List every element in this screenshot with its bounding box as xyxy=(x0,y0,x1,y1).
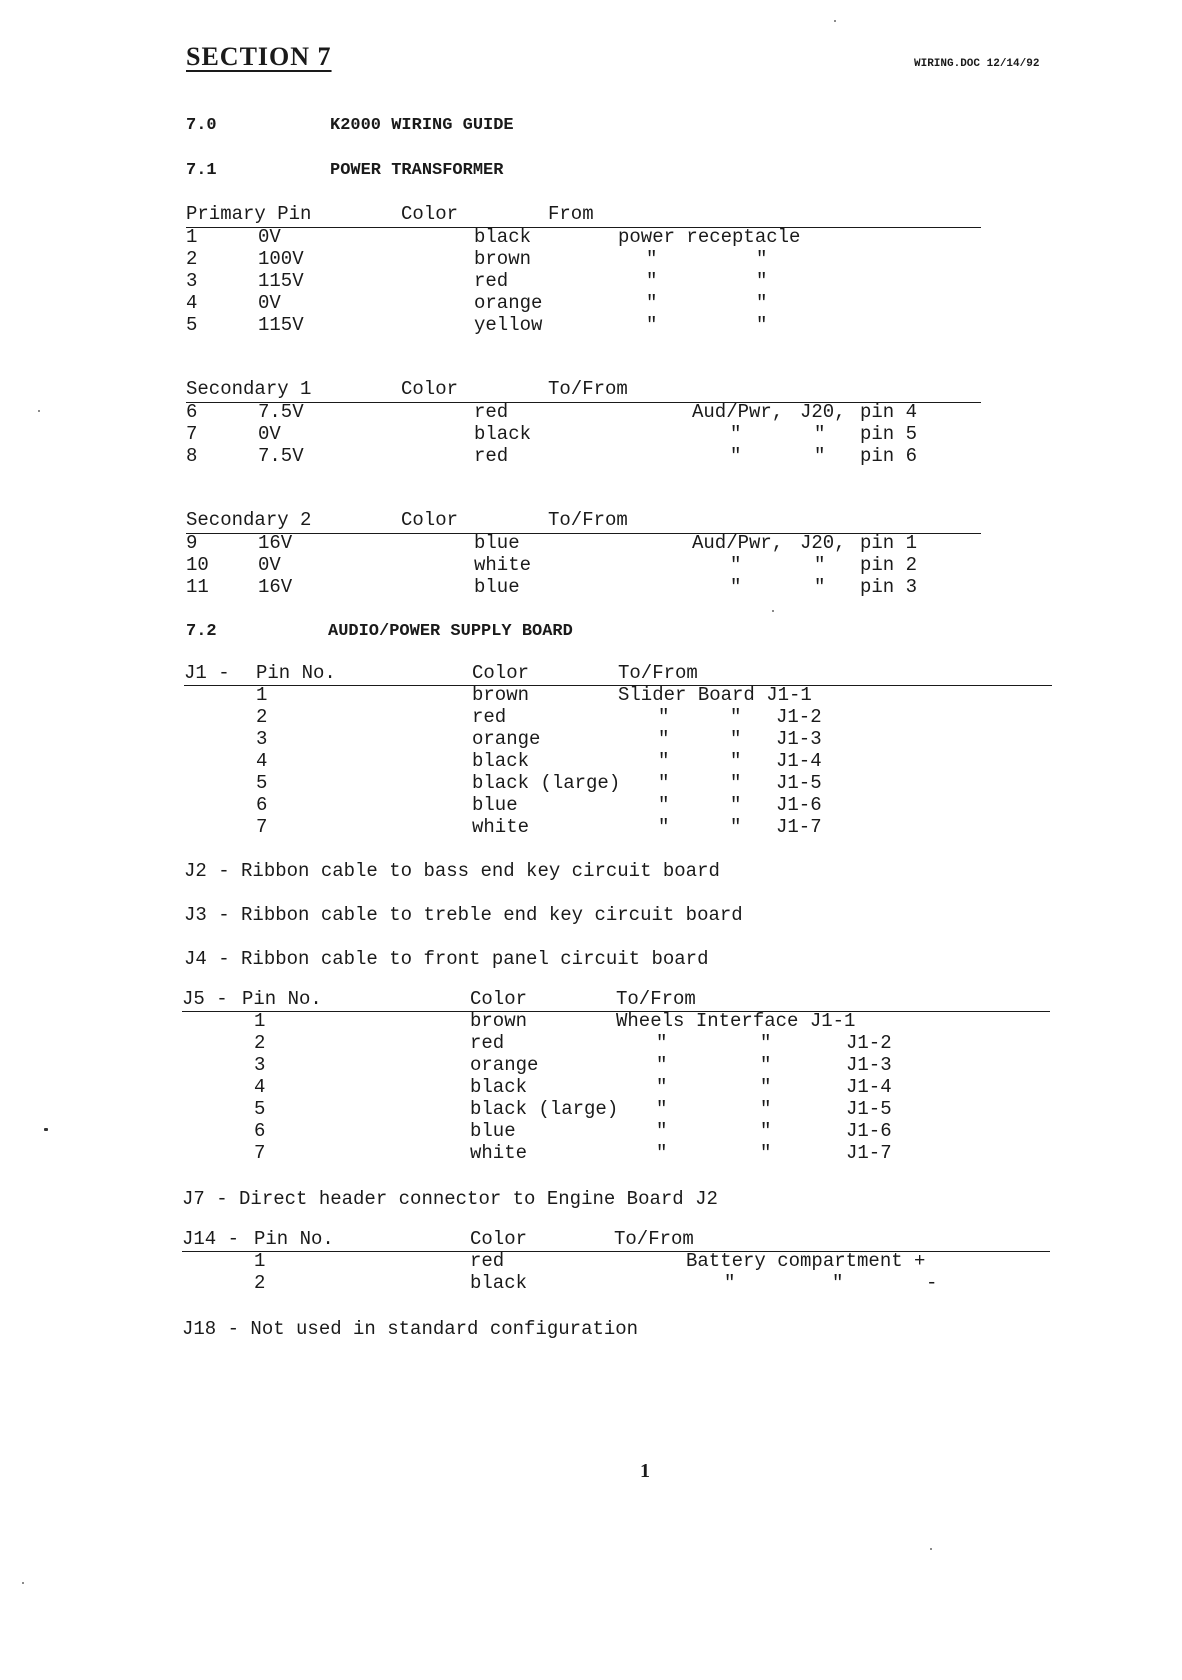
column-header: Color xyxy=(470,988,528,1010)
table-cell: 7 xyxy=(254,1142,266,1164)
column-header: Pin No. xyxy=(254,1228,334,1250)
table-cell: " xyxy=(730,423,742,445)
scan-speck xyxy=(772,610,774,612)
table-cell: " xyxy=(656,1120,668,1142)
table-cell: " xyxy=(656,1054,668,1076)
table-cell: J1-4 xyxy=(846,1076,892,1098)
table-cell: blue xyxy=(474,532,520,554)
table-cell: 115V xyxy=(258,314,304,336)
table-cell: 1 xyxy=(254,1010,266,1032)
table-cell: 4 xyxy=(256,750,268,772)
table-cell: 7.5V xyxy=(258,401,304,423)
section-heading-7-2: AUDIO/POWER SUPPLY BOARD xyxy=(328,622,573,641)
table-cell: " xyxy=(760,1054,772,1076)
note-j18: J18 - Not used in standard configuration xyxy=(182,1318,639,1340)
column-header: J5 - xyxy=(182,988,228,1010)
table-cell: 7 xyxy=(256,816,268,838)
table-cell: brown xyxy=(470,1010,528,1032)
table-cell: - xyxy=(926,1272,938,1294)
table-cell: " xyxy=(730,554,742,576)
table-cell: red xyxy=(470,1032,505,1054)
table-cell: " xyxy=(658,816,670,838)
table-cell: J20, xyxy=(800,532,846,554)
table-cell: J1-7 xyxy=(776,816,822,838)
table-cell: " xyxy=(656,1032,668,1054)
table-cell: 16V xyxy=(258,532,293,554)
table-cell: " xyxy=(656,1076,668,1098)
column-header: Primary Pin xyxy=(186,203,312,225)
table-cell: " xyxy=(756,292,768,314)
table-cell: J20, xyxy=(800,401,846,423)
table-cell: 3 xyxy=(254,1054,266,1076)
column-header: To/From xyxy=(618,662,698,684)
scan-speck xyxy=(44,1128,48,1131)
note-j3: J3 - Ribbon cable to treble end key circuit board xyxy=(184,904,743,926)
table-cell: red xyxy=(472,706,507,728)
table-cell: 0V xyxy=(258,226,281,248)
column-header: Pin No. xyxy=(256,662,336,684)
table-cell: " xyxy=(646,248,658,270)
table-cell: 6 xyxy=(256,794,268,816)
table-cell: " xyxy=(730,772,742,794)
table-cell: 5 xyxy=(186,314,198,336)
table-cell: pin 4 xyxy=(860,401,918,423)
table-cell: " xyxy=(756,248,768,270)
table-cell: 3 xyxy=(256,728,268,750)
column-header: Secondary 1 xyxy=(186,378,312,400)
table-cell: " xyxy=(814,554,826,576)
table-cell: white xyxy=(474,554,532,576)
section-title: SECTION 7 xyxy=(186,42,332,71)
table-cell: 0V xyxy=(258,423,281,445)
table-cell: 9 xyxy=(186,532,198,554)
table-cell: 2 xyxy=(254,1032,266,1054)
column-header: Color xyxy=(401,203,459,225)
page-number: 1 xyxy=(640,1460,650,1482)
table-cell: 7 xyxy=(186,423,198,445)
table-cell: 16V xyxy=(258,576,293,598)
table-cell: blue xyxy=(474,576,520,598)
table-cell: pin 2 xyxy=(860,554,918,576)
table-cell: " xyxy=(646,292,658,314)
table-cell: blue xyxy=(472,794,518,816)
table-cell: pin 5 xyxy=(860,423,918,445)
scan-speck xyxy=(834,20,836,22)
table-cell: 8 xyxy=(186,445,198,467)
table-cell: " xyxy=(730,794,742,816)
table-cell: " xyxy=(756,314,768,336)
table-cell: " xyxy=(730,750,742,772)
table-cell: J1-4 xyxy=(776,750,822,772)
table-cell: 115V xyxy=(258,270,304,292)
table-cell: Aud/Pwr, xyxy=(692,532,784,554)
table-cell: red xyxy=(474,445,509,467)
table-cell: 7.5V xyxy=(258,445,304,467)
table-cell: 1 xyxy=(254,1250,266,1272)
table-cell: J1-2 xyxy=(846,1032,892,1054)
table-cell: J1-5 xyxy=(846,1098,892,1120)
table-cell: 5 xyxy=(256,772,268,794)
table-cell: J1-6 xyxy=(846,1120,892,1142)
table-cell: " xyxy=(658,772,670,794)
table-cell: Slider Board J1-1 xyxy=(618,684,812,706)
table-cell: 3 xyxy=(186,270,198,292)
section-heading-7-1: POWER TRANSFORMER xyxy=(330,161,504,180)
note-j4: J4 - Ribbon cable to front panel circuit board xyxy=(184,948,709,970)
table-cell: black xyxy=(474,226,532,248)
table-cell: 6 xyxy=(186,401,198,423)
table-cell: blue xyxy=(470,1120,516,1142)
table-cell: brown xyxy=(474,248,532,270)
table-cell: 100V xyxy=(258,248,304,270)
table-cell: 4 xyxy=(254,1076,266,1098)
table-cell: white xyxy=(470,1142,528,1164)
column-header: From xyxy=(548,203,594,225)
table-cell: power receptacle xyxy=(618,226,801,248)
document-reference: WIRING.DOC 12/14/92 xyxy=(914,58,1040,70)
table-cell: 5 xyxy=(254,1098,266,1120)
table-cell: J1-2 xyxy=(776,706,822,728)
table-cell: black xyxy=(470,1272,528,1294)
table-cell: " xyxy=(730,576,742,598)
table-cell: " xyxy=(658,794,670,816)
column-header: J1 - xyxy=(184,662,230,684)
column-header: To/From xyxy=(614,1228,694,1250)
table-cell: black xyxy=(474,423,532,445)
table-cell: white xyxy=(472,816,530,838)
table-cell: J1-6 xyxy=(776,794,822,816)
table-cell: " xyxy=(760,1120,772,1142)
note-j2: J2 - Ribbon cable to bass end key circuit board xyxy=(184,860,720,882)
column-header: Color xyxy=(401,509,459,531)
table-cell: pin 1 xyxy=(860,532,918,554)
table-cell: Wheels Interface J1-1 xyxy=(616,1010,856,1032)
table-cell: " xyxy=(730,728,742,750)
table-cell: " xyxy=(658,750,670,772)
section-heading-7-0: K2000 WIRING GUIDE xyxy=(330,116,514,135)
scan-speck xyxy=(930,1548,932,1550)
table-cell: " xyxy=(656,1098,668,1120)
table-cell: brown xyxy=(472,684,530,706)
note-j7: J7 - Direct header connector to Engine Board J2 xyxy=(182,1188,718,1210)
table-cell: 2 xyxy=(256,706,268,728)
table-cell: " xyxy=(730,706,742,728)
column-header: Color xyxy=(470,1228,528,1250)
table-cell: Aud/Pwr, xyxy=(692,401,784,423)
table-cell: " xyxy=(724,1272,736,1294)
table-cell: 2 xyxy=(186,248,198,270)
table-cell: 11 xyxy=(186,576,209,598)
section-number-7-0: 7.0 xyxy=(186,116,217,135)
table-cell: " xyxy=(658,706,670,728)
table-cell: " xyxy=(646,314,658,336)
table-cell: " xyxy=(646,270,658,292)
table-cell: 6 xyxy=(254,1120,266,1142)
table-rule xyxy=(186,227,981,228)
table-cell: " xyxy=(760,1032,772,1054)
table-cell: black (large) xyxy=(470,1098,619,1120)
column-header: J14 - xyxy=(182,1228,240,1250)
table-cell: orange xyxy=(474,292,543,314)
table-cell: 0V xyxy=(258,292,281,314)
table-cell: " xyxy=(760,1098,772,1120)
table-cell: yellow xyxy=(474,314,543,336)
table-cell: red xyxy=(470,1250,505,1272)
table-cell: " xyxy=(814,423,826,445)
table-cell: black xyxy=(472,750,530,772)
table-cell: " xyxy=(832,1272,844,1294)
table-cell: J1-5 xyxy=(776,772,822,794)
column-header: To/From xyxy=(548,509,628,531)
table-cell: 0V xyxy=(258,554,281,576)
column-header: Secondary 2 xyxy=(186,509,312,531)
scan-speck xyxy=(38,410,40,412)
table-cell: " xyxy=(730,445,742,467)
column-header: To/From xyxy=(616,988,696,1010)
table-cell: red xyxy=(474,270,509,292)
table-cell: 1 xyxy=(256,684,268,706)
column-header: To/From xyxy=(548,378,628,400)
table-cell: Battery compartment + xyxy=(686,1250,926,1272)
table-cell: black (large) xyxy=(472,772,621,794)
table-cell: " xyxy=(656,1142,668,1164)
table-cell: 4 xyxy=(186,292,198,314)
table-cell: J1-3 xyxy=(846,1054,892,1076)
table-cell: " xyxy=(730,816,742,838)
table-cell: red xyxy=(474,401,509,423)
table-cell: " xyxy=(814,576,826,598)
table-cell: J1-3 xyxy=(776,728,822,750)
column-header: Color xyxy=(401,378,459,400)
table-cell: " xyxy=(658,728,670,750)
table-cell: pin 6 xyxy=(860,445,918,467)
table-cell: pin 3 xyxy=(860,576,918,598)
table-cell: J1-7 xyxy=(846,1142,892,1164)
column-header: Pin No. xyxy=(242,988,322,1010)
section-number-7-1: 7.1 xyxy=(186,161,217,180)
section-number-7-2: 7.2 xyxy=(186,622,217,641)
table-cell: 10 xyxy=(186,554,209,576)
column-header: Color xyxy=(472,662,530,684)
table-cell: orange xyxy=(472,728,541,750)
table-cell: " xyxy=(760,1076,772,1098)
table-cell: 2 xyxy=(254,1272,266,1294)
table-cell: orange xyxy=(470,1054,539,1076)
table-cell: black xyxy=(470,1076,528,1098)
table-cell: " xyxy=(814,445,826,467)
table-cell: 1 xyxy=(186,226,198,248)
table-cell: " xyxy=(756,270,768,292)
table-cell: " xyxy=(760,1142,772,1164)
scan-speck xyxy=(22,1582,24,1584)
